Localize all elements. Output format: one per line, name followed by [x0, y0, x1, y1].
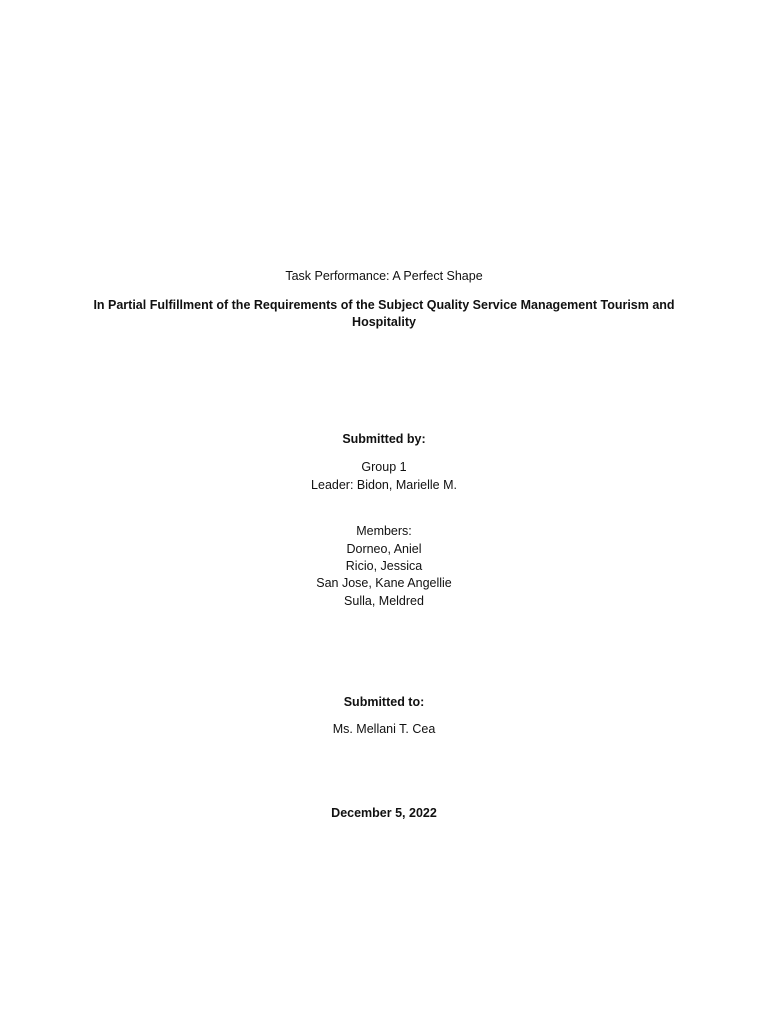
members-heading: Members: [356, 524, 412, 538]
group-leader: Leader: Bidon, Marielle M. [311, 478, 457, 492]
submitted-by-heading: Submitted by: [342, 432, 426, 446]
member-item: Dorneo, Aniel [346, 542, 422, 556]
member-item: Sulla, Meldred [344, 594, 424, 608]
member-item: Ricio, Jessica [345, 559, 423, 573]
document-date: December 5, 2022 [331, 806, 437, 820]
group-name: Group 1 [361, 460, 407, 474]
submitted-to-name: Ms. Mellani T. Cea [332, 722, 436, 736]
submitted-to-heading: Submitted to: [343, 695, 425, 709]
member-item: San Jose, Kane Angellie [316, 576, 452, 590]
document-title: Task Performance: A Perfect Shape [285, 269, 483, 283]
document-subtitle: In Partial Fulfillment of the Requirements of the Subject Quality Service Management Tourism and Hospitality [93, 298, 675, 329]
